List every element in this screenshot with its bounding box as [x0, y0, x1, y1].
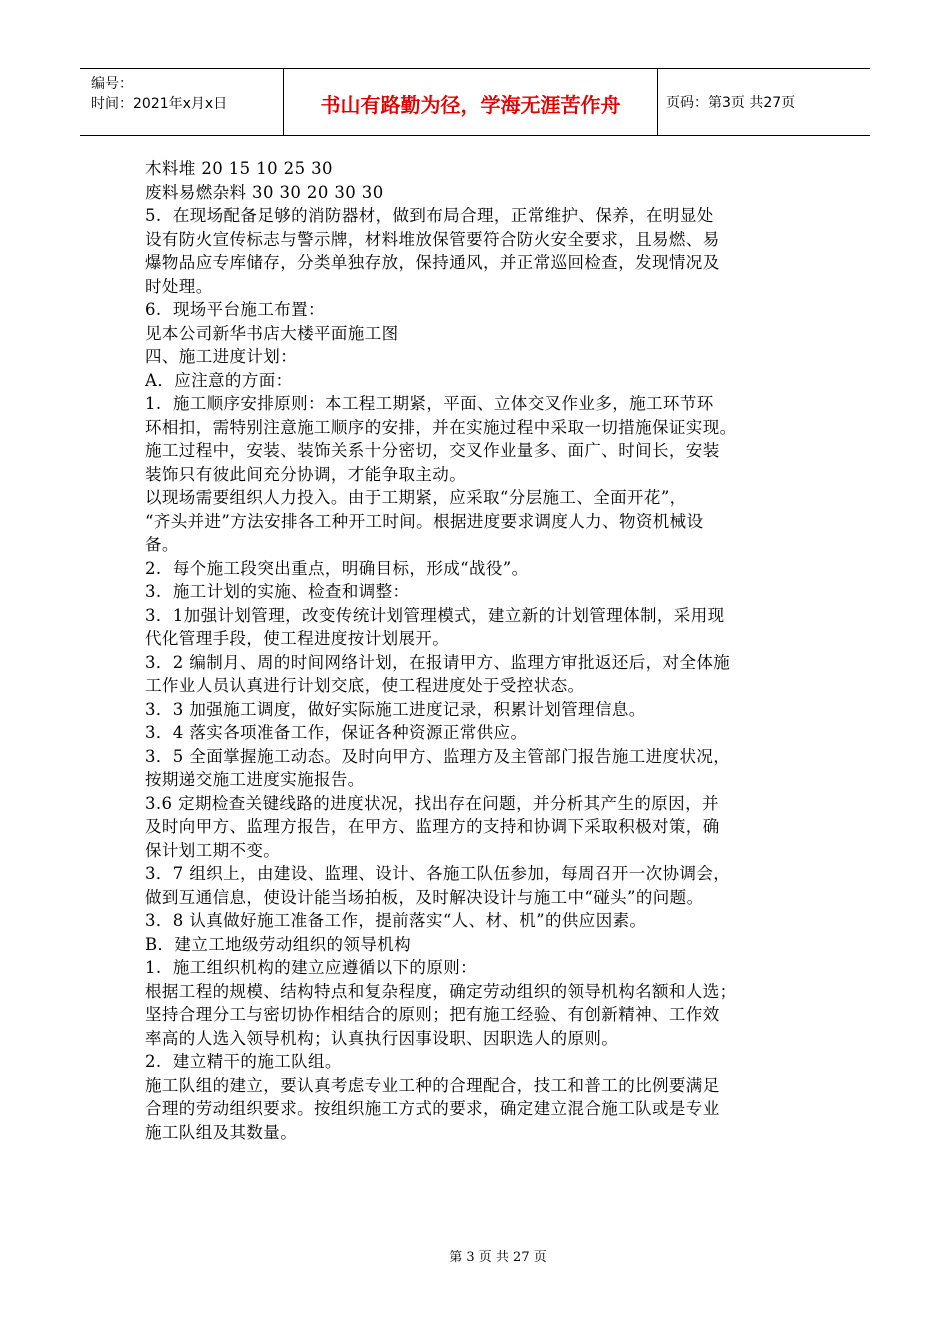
text-line: A．应注意的方面：	[145, 370, 293, 390]
text-line: 1. 施工组织机构的建立应遵循以下的原则：	[145, 958, 478, 977]
text-line: 3．4 落实各项准备工作，保证各种资源正常供应。	[145, 723, 528, 742]
text-line: 3．7 组织上，由建设、监理、设计、各施工队伍参加，每周召开一次协调会，	[145, 864, 731, 883]
text-line: 废料易燃杂料 30 30 20 30 30	[145, 182, 384, 202]
text-line: 3．8 认真做好施工准备工作，提前落实“人、材、机”的供应因素。	[145, 911, 647, 930]
text-line: 四、施工进度计划：	[145, 347, 298, 366]
text-line: 木料堆 20 15 10 25 30	[145, 159, 333, 178]
text-line: 根据工程的规模、结构特点和复杂程度，确定劳动组织的领导机构名额和人选；	[145, 981, 737, 1001]
text-line: 备。	[145, 535, 179, 554]
text-line: 爆物品应专库储存，分类单独存放，保持通风，并正常巡回检查，发现情况及	[145, 253, 720, 272]
document-date: 时间：2021年x月x日	[91, 96, 228, 112]
text-line: 2. 建立精干的施工队组。	[145, 1052, 342, 1071]
text-line: 施工队组的建立，要认真考虑专业工种的合理配合，技工和普工的比例要满足	[145, 1075, 720, 1095]
text-line: 3．2 编制月、周的时间网络计划，在报请甲方、监理方审批返还后，对全体施	[145, 652, 731, 672]
text-line: 环相扣，需特别注意施工顺序的安排，并在实施过程中采取一切措施保证实现。	[145, 417, 737, 437]
document-number-label: 编号：	[91, 76, 133, 92]
text-line: 工作业人员认真进行计划交底，使工程进度处于受控状态。	[145, 676, 585, 695]
text-line: 3.6 定期检查关键线路的进度状况，找出存在问题，并分析其产生的原因，并	[145, 793, 719, 813]
text-line: 率高的人选入领导机构；认真执行因事设职、因职选人的原则。	[145, 1028, 619, 1048]
header-slogan: 书山有路勤为径，学海无涯苦作舟	[284, 69, 658, 135]
text-line: 2. 每个施工段突出重点，明确目标，形成“战役”。	[145, 558, 529, 578]
text-line: 装饰只有彼此间充分协调，才能争取主动。	[145, 464, 467, 484]
text-line: 1. 施工顺序安排原则：本工程工期紧，平面、立体交叉作业多，施工环节环	[145, 394, 714, 413]
text-line: 3．1加强计划管理，改变传统计划管理模式，建立新的计划管理体制，采用现	[145, 605, 725, 625]
text-line: 合理的劳动组织要求。按组织施工方式的要求，确定建立混合施工队或是专业	[145, 1099, 720, 1118]
text-line: 3．5 全面掌握施工动态。及时向甲方、监理方及主管部门报告施工进度状况，	[145, 746, 731, 766]
text-line: 做到互通信息，使设计能当场拍板，及时解决设计与施工中“碰头”的问题。	[145, 887, 704, 907]
text-line: 3．3 加强施工调度，做好实际施工进度记录，积累计划管理信息。	[145, 699, 646, 719]
text-line: 坚持合理分工与密切协作相结合的原则；把有施工经验、有创新精神、工作效	[145, 1005, 720, 1024]
header-meta	[80, 69, 284, 135]
text-line: 时处理。	[145, 276, 213, 296]
text-line: 5. 在现场配备足够的消防器材，做到布局合理，正常维护、保养，在明显处	[145, 206, 714, 225]
text-line: 施工过程中，安装、装饰关系十分密切，交叉作业量多、面广、时间长，安装	[145, 441, 720, 460]
header-page-info: 页码：第3页 共27页	[666, 95, 796, 111]
text-line: “齐头并进”方法安排各工种开工时间。根据进度要求调度人力、物资机械设	[145, 511, 704, 531]
text-line: 设有防火宣传标志与警示牌，材料堆放保管要符合防火安全要求，且易燃、易	[145, 229, 720, 249]
text-line: 按期递交施工进度实施报告。	[145, 770, 365, 789]
page-footer: 第 3 页 共 27 页	[449, 1250, 547, 1265]
text-line: B．建立工地级劳动组织的领导机构	[145, 934, 412, 954]
text-line: 6. 现场平台施工布置：	[145, 300, 325, 319]
text-line: 施工队组及其数量。	[145, 1122, 298, 1142]
text-line: 3. 施工计划的实施、检查和调整：	[145, 582, 410, 601]
text-line: 及时向甲方、监理方报告，在甲方、监理方的支持和协调下采取积极对策，确	[145, 817, 720, 836]
document-body	[145, 157, 805, 1144]
page-header	[80, 68, 870, 136]
text-line: 见本公司新华书店大楼平面施工图	[145, 323, 399, 343]
text-line: 保计划工期不变。	[145, 840, 281, 860]
text-line: 以现场需要组织人力投入。由于工期紧，应采取“分层施工、全面开花”，	[145, 488, 687, 507]
text-line: 代化管理手段，使工程进度按计划展开。	[145, 629, 450, 648]
